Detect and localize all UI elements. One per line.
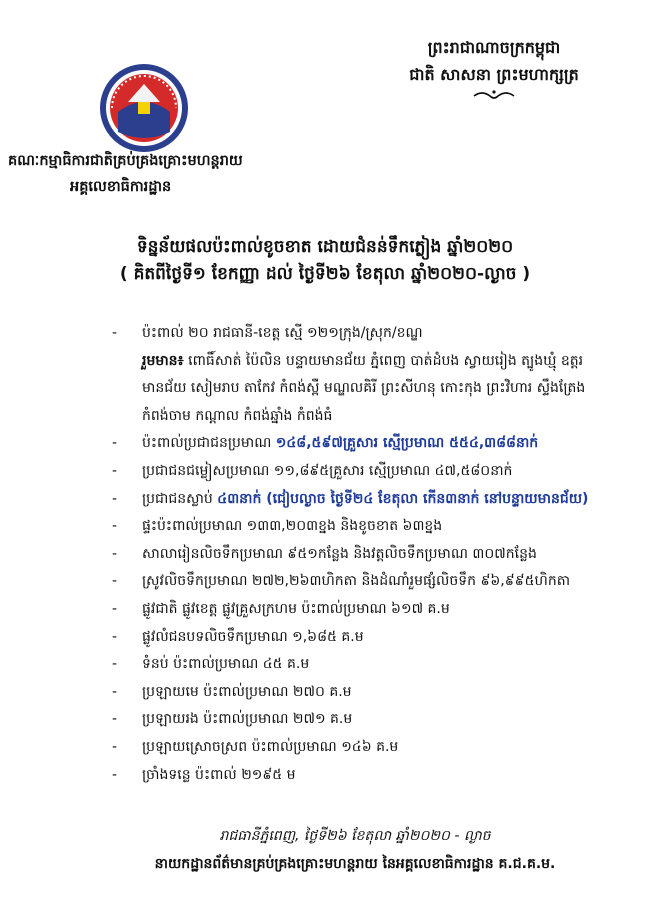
list-item — [112, 513, 622, 541]
ornament-divider — [378, 88, 610, 104]
list-item — [112, 568, 622, 596]
list-item — [112, 679, 622, 707]
bullet-dash: - — [112, 573, 118, 590]
bullet-dash: - — [112, 656, 118, 673]
bullet-dash: - — [112, 683, 118, 700]
list-item — [112, 596, 622, 624]
item-text: ប្រឡាយស្រោចស្រព ប៉ះពាល់ប្រមាណ ១៤៦ គ.ម — [142, 738, 399, 755]
item-text: ប៉ះពាល់ប្រជាជនប្រមាណ — [142, 435, 276, 452]
item-text: សាលារៀនលិចទឹកប្រមាណ ៩៥១កន្លែង និងវត្តលិចទឹកប្រមាណ ៣០៧កន្លែង — [142, 545, 537, 562]
bullet-dash: - — [112, 628, 118, 645]
item-text: ផ្លូវជាតិ ផ្លូវខេត្ត ផ្លូវគ្រួសក្រហម ប៉ះពាល់ប្រមាណ ៦១៧ គ.ម — [142, 600, 450, 617]
signer-line: នាយកដ្ឋានព័ត៌មានគ្រប់គ្រងគ្រោះមហន្តរាយ នៃអគ្គលេខាធិការដ្ឋាន គ.ជ.គ.ម. — [154, 856, 556, 872]
list-item — [112, 706, 622, 734]
item-text: ផ្ទះប៉ះពាល់ប្រមាណ ១៣៣,២០៣ខ្នង និងខូចខាត ៦៣ខ្នង — [142, 518, 443, 535]
title-main: ទិន្នន័យផលប៉ះពាល់ខូចខាត ដោយជំនន់ទឹកភ្លៀង ឆ្នាំ២០២០ — [136, 237, 514, 257]
item-text: ប្រឡាយរង ប៉ះពាល់ប្រមាណ ២៧១ គ.ម — [142, 711, 353, 728]
date-line: រាជធានីភ្នំពេញ, ថ្ងៃទី២៦ ខែតុលា ឆ្នាំ២០២០ - ល្ងាច — [219, 828, 491, 844]
list-item — [112, 458, 622, 486]
bullet-dash: - — [112, 325, 118, 341]
bullet-dash: - — [112, 738, 118, 755]
item-text: ប្រជាជនជម្លៀសប្រមាណ ១១,៨៩៥គ្រួសារ ស្មើប្រមាណ ៤៧,៥៨០នាក់ — [142, 462, 513, 479]
bullet-dash: - — [112, 518, 118, 535]
item-text: ស្រូវលិចទឹកប្រមាណ ២៧២,២៦៣ហិកតា និងដំណាំរួមផ្សំលិចទឹក ៩៦,៩៩៥ហិកតា — [142, 573, 571, 590]
bullet-dash: - — [112, 766, 118, 783]
organization-block — [8, 148, 243, 200]
ncdm-logo — [98, 62, 190, 154]
item-text: ពោធិ៍សាត់ ប៉ៃលិន បន្ទាយមានជ័យ ភ្នំពេញ បាត់ដំបង ស្វាយរៀង ត្បូងឃ្មុំ ឧត្តរមានជ័យ សៀមរាប តាកែវ កំពង់ស្ពឺ មណ្ឌលគិរី ព្រះសីហនុ កោះកុង ព្រះវិហារ ស្ទឹងត្រែង កំពង់ចាម កណ្ដាល កំពង់ឆ្នាំង កំពង់ធំ — [142, 352, 586, 424]
bullet-dash: - — [112, 711, 118, 728]
item-text: ប៉ះពាល់ ២០ រាជធានី-ខេត្ត ស្មើ ១២១ក្រុង/ស្រុក/ខណ្ឌ — [142, 325, 423, 341]
list-item — [112, 624, 622, 652]
document-title — [0, 234, 650, 288]
item-label: រួមមាន៖ — [142, 352, 184, 369]
impact-list — [112, 320, 622, 789]
list-item — [112, 320, 622, 348]
list-item — [112, 734, 622, 762]
item-text: ផ្លូវលំជនបទលិចទឹកប្រមាណ ១,៦៨៥ គ.ម — [142, 628, 364, 645]
signature-block — [0, 822, 650, 878]
kingdom-heading — [378, 34, 610, 104]
list-item — [112, 541, 622, 569]
item-highlight: ៤៣នាក់ (ជៀបល្ងាច ថ្ងៃទី២៤ ខែតុលា កើន៣នាក់ នៅបន្ទាយមានជ័យ) — [217, 490, 589, 507]
item-highlight: ១៤៨,៥៩៧គ្រួសារ ស្មើប្រមាណ ៥៥៤,៣៨៨នាក់ — [275, 435, 539, 452]
org-department: អគ្គលេខាធិការដ្ឋាន — [70, 179, 172, 195]
bullet-dash: - — [112, 600, 118, 617]
list-item — [112, 651, 622, 679]
item-text: ច្រាំងទន្លេ ប៉ះពាល់ ២១៩៥ ម — [142, 766, 296, 783]
list-item — [112, 348, 622, 431]
title-sub: ( គិតពីថ្ងៃទី១ ខែកញ្ញា ដល់ ថ្ងៃទី២៦ ខែតុលា ឆ្នាំ២០២០-ល្ងាច ) — [119, 264, 531, 284]
item-text: ប្រជាជនស្លាប់ — [142, 490, 218, 507]
kingdom-name: ព្រះរាជាណាចក្រកម្ពុជា — [427, 38, 561, 57]
bullet-dash: - — [112, 545, 118, 562]
org-name: គណៈកម្មាធិការជាតិគ្រប់គ្រងគ្រោះមហន្តរាយ — [8, 153, 243, 169]
item-text: ទំនប់ ប៉ះពាល់ប្រមាណ ៤៥ គ.ម — [142, 656, 310, 673]
list-item — [112, 486, 622, 514]
bullet-dash: - — [112, 462, 118, 479]
list-item — [112, 762, 622, 790]
item-text: ប្រឡាយមេ ប៉ះពាល់ប្រមាណ ២៧០ គ.ម — [142, 683, 352, 700]
bullet-dash: - — [112, 435, 118, 452]
kingdom-motto: ជាតិ សាសនា ព្រះមហាក្សត្រ — [409, 65, 579, 84]
list-item — [112, 430, 622, 458]
bullet-dash: - — [112, 490, 118, 507]
